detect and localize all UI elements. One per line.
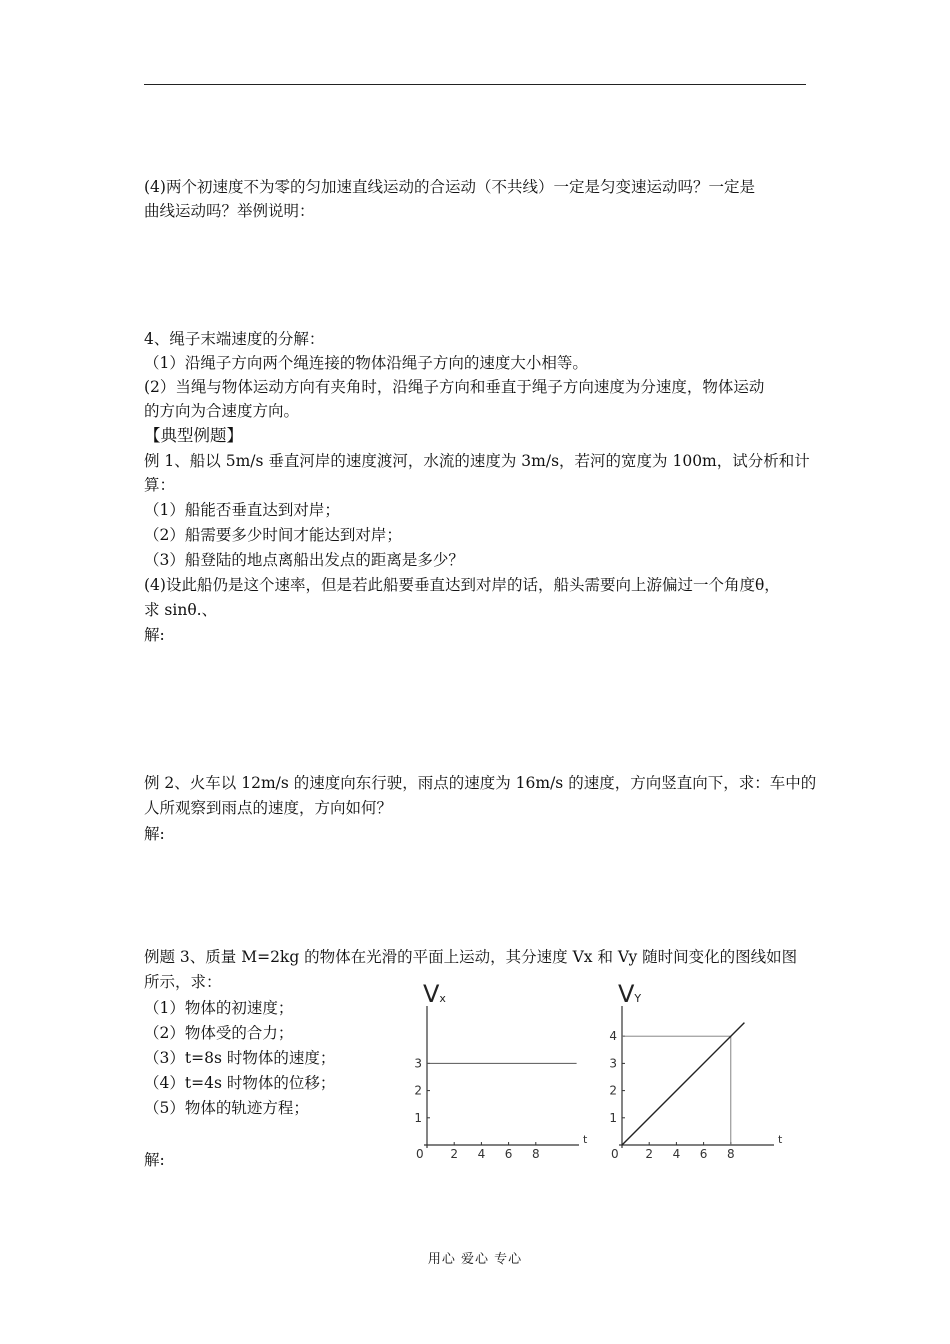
section-4-title: 4、绳子末端速度的分解： (144, 330, 325, 348)
x-tick-label: 6 (504, 1147, 513, 1161)
examples-heading: 【典型例题】 (144, 426, 243, 445)
example-1-question-1: （1）船能否垂直达到对岸； (144, 501, 340, 519)
y-tick-label: 3 (414, 1056, 422, 1071)
example-1-question-3: （3）船登陆的地点离船出发点的距离是多少？ (144, 551, 464, 569)
example-3-question-2: （2）物体受的合力； (144, 1024, 294, 1042)
example-3-question-4: （4）t=4s 时物体的位移； (144, 1074, 336, 1092)
x-tick-label: 6 (699, 1147, 708, 1161)
question-4-text-cont: 曲线运动吗？举例说明： (144, 202, 315, 220)
y-tick-label: 2 (609, 1083, 617, 1098)
question-4-text: (4)两个初速度不为零的匀加速直线运动的合运动（不共线）一定是匀变速运动吗？一定是 (144, 178, 755, 196)
x-tick-label: 4 (672, 1147, 681, 1161)
y-tick-label: 2 (414, 1083, 422, 1098)
example-3-solution-label: 解: (144, 1151, 165, 1169)
header-rule (144, 84, 806, 85)
y-tick-label: 1 (414, 1110, 422, 1125)
vx-chart (405, 978, 605, 1168)
example-1-question-4-cont: 求 sinθ.、 (144, 601, 218, 619)
example-1-solution-label: 解: (144, 626, 165, 644)
example-3-question-3: （3）t=8s 时物体的速度； (144, 1049, 336, 1067)
y-tick-label: 4 (609, 1029, 617, 1044)
x-tick-label: 8 (531, 1147, 540, 1161)
example-2-text-cont: 人所观察到雨点的速度，方向如何？ (144, 799, 393, 817)
example-2-text: 例 2、火车以 12m/s 的速度向东行驶，雨点的速度为 16m/s 的速度，方向竖直向下，求：车中的 (144, 774, 817, 792)
example-3-text: 例题 3、质量 M=2kg 的物体在光滑的平面上运动，其分速度 Vx 和 Vy 随时间变化的图线如图 (144, 948, 798, 966)
page-footer: 用心 爱心 专心 (427, 1252, 523, 1267)
example-3-text-cont: 所示，求： (144, 973, 222, 991)
y-tick-label: 1 (609, 1110, 617, 1125)
x-tick-label: 2 (645, 1147, 654, 1161)
x-tick-label: 2 (450, 1147, 459, 1161)
section-4-point-2-cont: 的方向为合速度方向。 (144, 402, 300, 420)
origin-label: 0 (611, 1147, 619, 1161)
example-1-question-4: (4)设此船仍是这个速率，但是若此船要垂直达到对岸的话，船头需要向上游偏过一个角度θ， (144, 576, 780, 594)
section-4-point-2: (2）当绳与物体运动方向有夹角时，沿绳子方向和垂直于绳子方向速度为分速度，物体运动 (144, 378, 765, 396)
origin-label: 0 (416, 1147, 424, 1161)
y-axis-title: Vx (423, 980, 446, 1008)
x-axis-label: t (778, 1133, 783, 1146)
example-2-solution-label: 解: (144, 825, 165, 843)
x-tick-label: 4 (477, 1147, 486, 1161)
x-axis-label: t (583, 1133, 588, 1146)
vy-chart (600, 978, 800, 1168)
example-1-text-cont: 算： (144, 476, 176, 494)
example-3-question-5: （5）物体的轨迹方程； (144, 1099, 309, 1117)
y-tick-label: 3 (609, 1056, 617, 1071)
y-axis-title: VY (618, 980, 642, 1008)
example-1-text: 例 1、船以 5m/s 垂直河岸的速度渡河，水流的速度为 3m/s，若河的宽度为 100m，试分析和计 (144, 452, 810, 470)
example-1-question-2: （2）船需要多少时间才能达到对岸； (144, 526, 402, 544)
section-4-point-1: （1）沿绳子方向两个绳连接的物体沿绳子方向的速度大小相等。 (144, 354, 588, 372)
series-line-vy (622, 1023, 744, 1145)
example-3-question-1: （1）物体的初速度； (144, 999, 294, 1017)
x-tick-label: 8 (726, 1147, 735, 1161)
